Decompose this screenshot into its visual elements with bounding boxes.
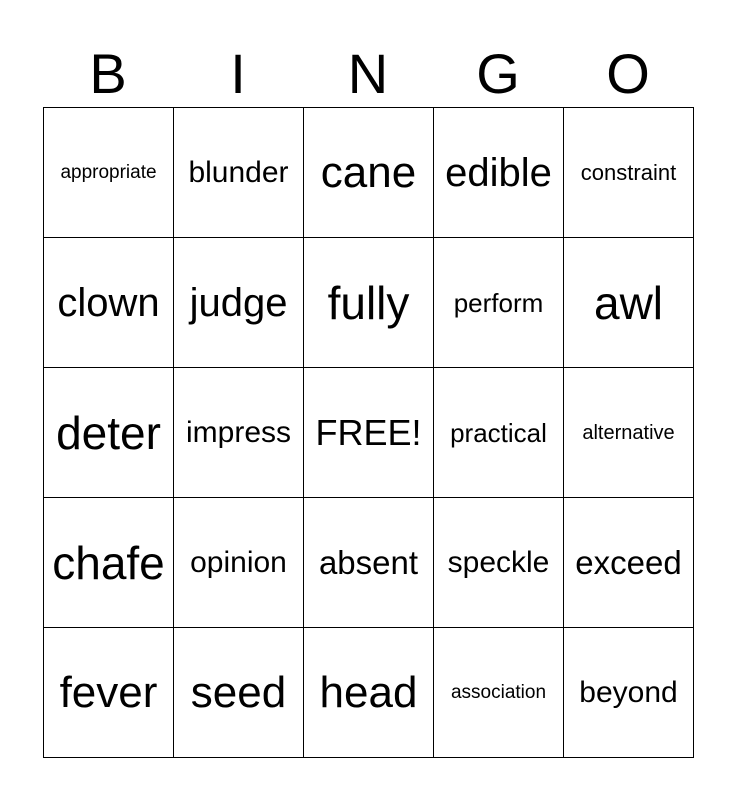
header-letter-b: B xyxy=(89,42,127,105)
bingo-cell: deter xyxy=(44,368,174,498)
bingo-cell: cane xyxy=(304,108,434,238)
bingo-cell: absent xyxy=(304,498,434,628)
bingo-cell: alternative xyxy=(564,368,694,498)
bingo-cell: fully xyxy=(304,238,434,368)
bingo-cell: practical xyxy=(434,368,564,498)
header-letter-o: O xyxy=(606,42,650,105)
header-letter-i: I xyxy=(230,42,246,105)
bingo-board xyxy=(43,107,694,758)
bingo-cell: exceed xyxy=(564,498,694,628)
bingo-cell: constraint xyxy=(564,108,694,238)
header-letter-g: G xyxy=(476,42,520,105)
free-space-cell: FREE! xyxy=(304,368,434,498)
bingo-cell: opinion xyxy=(174,498,304,628)
bingo-cell: perform xyxy=(434,238,564,368)
bingo-cell: association xyxy=(434,628,564,758)
bingo-cell: beyond xyxy=(564,628,694,758)
bingo-cell: fever xyxy=(44,628,174,758)
header-letter-n: N xyxy=(347,42,389,105)
bingo-cell: awl xyxy=(564,238,694,368)
bingo-cell: seed xyxy=(174,628,304,758)
bingo-cell: edible xyxy=(434,108,564,238)
bingo-cell: blunder xyxy=(174,108,304,238)
bingo-cell: appropriate xyxy=(44,108,174,238)
bingo-header xyxy=(43,40,693,108)
bingo-cell: clown xyxy=(44,238,174,368)
bingo-cell: speckle xyxy=(434,498,564,628)
bingo-cell: judge xyxy=(174,238,304,368)
bingo-cell: impress xyxy=(174,368,304,498)
bingo-cell: chafe xyxy=(44,498,174,628)
bingo-cell: head xyxy=(304,628,434,758)
